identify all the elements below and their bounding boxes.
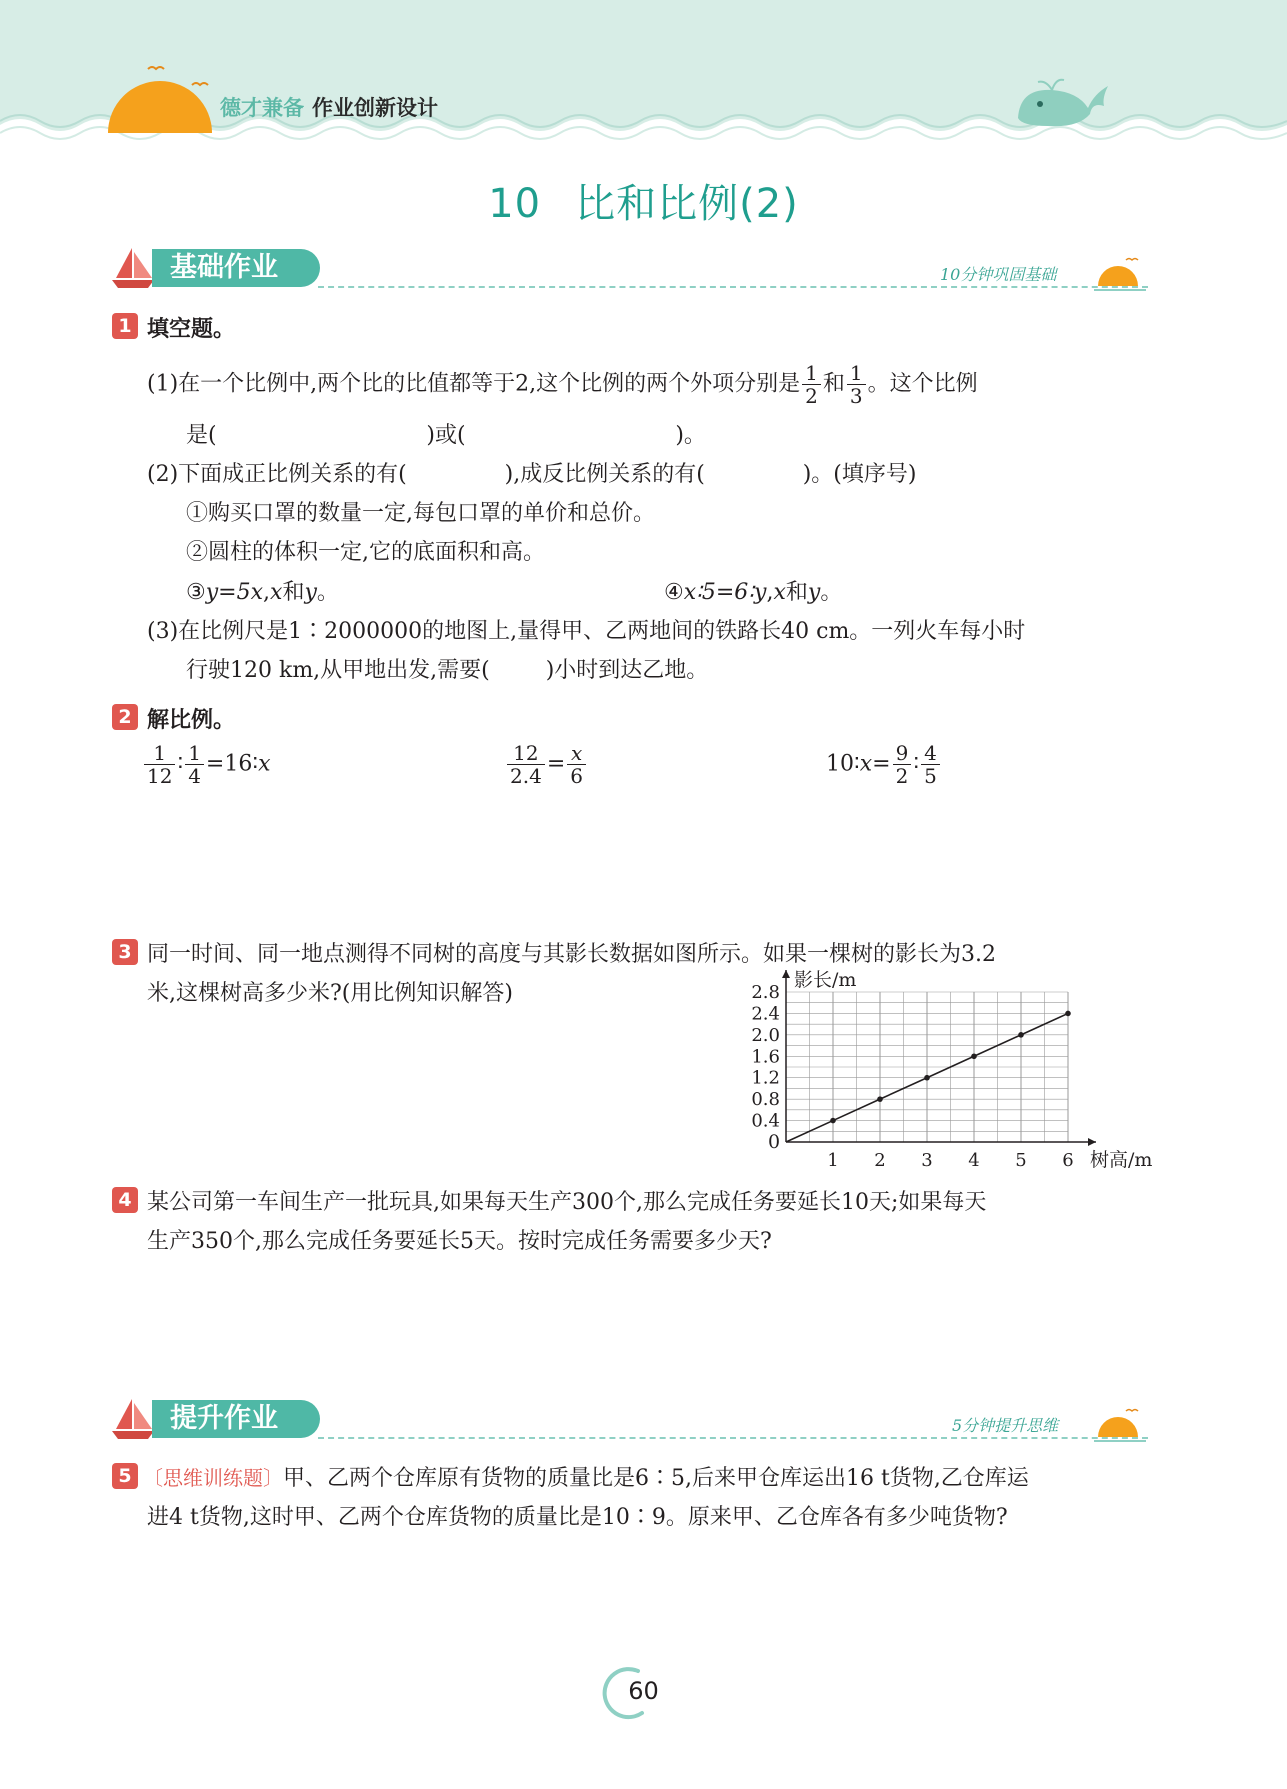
q5-line1-text: 甲、乙两个仓库原有货物的质量比是6∶5,后来甲仓库运出16 t货物,乙仓库运 [283,1466,1029,1491]
item-equation: y=5x [205,580,264,605]
whale-icon [1012,68,1112,130]
fraction [893,742,912,787]
fraction-numerator: 9 [893,742,912,765]
section-basic-label: 基础作业 [152,249,320,287]
q2-title: 解比例。 [147,708,236,733]
q3-number-badge: 3 [112,939,138,965]
page-number: 60 [628,1677,659,1705]
item-end: 。 [820,580,843,605]
equals-sign: = [546,751,566,777]
item-comma: , [766,580,774,605]
q1-part1-line1 [147,362,978,407]
q1-part3-line1: (3)在比例尺是1∶2000000的地图上,量得甲、乙两地间的铁路长40 cm。一列火车每小时 [147,619,1026,644]
q5-number-badge: 5 [112,1463,138,1489]
item-end: 。 [316,580,339,605]
lesson-number: 10 [488,181,542,227]
sun-icon [100,55,220,135]
q1-part1-text-b: 。这个比例 [867,371,978,397]
item-var-y: y [304,580,317,605]
q1-part3-line2[interactable]: 行驶120 km,从甲地出发,需要( )小时到达乙地。 [186,658,709,683]
item-var-x: x [773,580,786,605]
y-tick-label: 2.4 [751,1003,780,1025]
data-point [830,1118,836,1124]
data-point [1018,1032,1024,1038]
page-title [0,172,1287,229]
x-tick-label: 2 [874,1150,886,1171]
fraction-denominator: 2 [805,384,818,408]
brand-title [220,92,438,122]
q5-thinking-tag: 〔思维训练题〕 [143,1466,283,1490]
equation-variable: x [258,751,271,777]
sailboat-icon [110,1395,156,1441]
x-tick-label: 3 [921,1150,933,1171]
fraction [185,742,204,787]
q1-part1-answer-blanks[interactable]: 是( )或( )。 [186,423,706,448]
y-tick-label: 1.6 [751,1046,780,1068]
fraction [144,742,175,787]
q1-part1-fraction-1 [802,362,821,407]
q5-line2: 进4 t货物,这时甲、乙两个仓库货物的质量比是10∶9。原来甲、乙仓库各有多少吨货物? [147,1505,1008,1530]
x-tick-label: 6 [1062,1150,1074,1171]
q1-part1-text-a: (1)在一个比例中,两个比的比值都等于2,这个比例的两个外项分别是 [147,371,801,397]
chart-y-axis-label: 影长/m [794,969,857,991]
q3-line1: 同一时间、同一地点测得不同树的高度与其影长数据如图所示。如果一棵树的影长为3.2 [147,942,996,967]
item-marker: ④ [664,580,684,605]
fraction-numerator: x [567,742,586,765]
equation-rest: =16∶ [205,751,259,777]
q2-number-badge: 2 [112,704,138,730]
q4-line1: 某公司第一车间生产一批玩具,如果每天生产300个,那么完成任务要延长10天;如果每天 [147,1190,987,1215]
q1-part1-fraction-2 [847,362,866,407]
fraction-denominator: 12 [147,764,173,788]
fraction-numerator: 1 [802,362,821,385]
q1-part2-item4 [664,575,842,606]
fraction-numerator: 12 [507,742,545,765]
q1-part2-line1[interactable]: (2)下面成正比例关系的有( ),成反比例关系的有( )。(填序号) [147,462,917,487]
data-point [877,1096,883,1102]
section-advanced-label: 提升作业 [152,1400,320,1438]
q2-equation-2 [505,742,588,787]
chart-x-axis-label: 树高/m [1090,1149,1153,1171]
fraction [567,742,586,787]
fraction [507,742,545,787]
brand-part-a: 德才兼备 [220,96,304,120]
item-marker: ③ [186,580,206,605]
brand-part-b: 作业创新设计 [312,96,438,120]
y-tick-label: 2.0 [751,1024,780,1046]
fraction-denominator: 6 [570,764,583,788]
y-tick-label: 2.8 [751,982,780,1003]
ratio-colon: ∶ [913,751,920,777]
sailboat-icon [110,244,156,290]
ratio-colon: ∶ [177,751,184,777]
q2-equation-1 [142,742,271,787]
x-tick-label: 5 [1015,1150,1027,1171]
q1-title: 填空题。 [147,317,236,342]
chart-series [786,1011,1071,1142]
fraction-numerator: 1 [847,362,866,385]
item-var-y: y [807,580,821,605]
item-and: 和 [282,580,305,605]
equals-sign: = [872,751,891,777]
data-point [971,1053,977,1059]
equation-lhs: 10∶ [826,751,860,777]
section-basic-tag: 10分钟巩固基础 [940,265,1057,284]
x-axis-arrow [1088,1138,1096,1146]
small-sun-icon [1092,254,1148,296]
q4-line2: 生产350个,那么完成任务要延长5天。按时完成任务需要多少天? [147,1229,772,1254]
y-tick-label: 0.8 [751,1089,780,1111]
x-tick-label: 4 [968,1150,980,1171]
chart-grid [786,992,1068,1142]
fraction-numerator: 1 [144,742,175,765]
item-var-x: x [270,580,283,605]
item-equation: x∶5=6∶y [683,580,767,605]
small-sun-icon [1092,1405,1148,1447]
section-basic-divider [318,286,1148,288]
section-advanced-tag: 5分钟提升思维 [952,1416,1059,1435]
fraction [921,742,940,787]
fraction-denominator: 5 [924,764,937,788]
q1-part1-and: 和 [822,371,845,397]
q1-number-badge: 1 [112,313,138,339]
fraction-denominator: 3 [849,384,863,408]
lesson-name: 比和比例(2) [575,181,799,227]
equation-variable: x [859,751,873,777]
y-tick-label: 0.4 [751,1110,780,1132]
q3-line2: 米,这棵树高多少米?(用比例知识解答) [147,981,513,1006]
chart-origin-label: 0 [768,1131,781,1153]
fraction-numerator: 1 [185,742,204,765]
data-point [1065,1011,1071,1017]
q1-part2-item1: ①购买口罩的数量一定,每包口罩的单价和总价。 [186,501,655,526]
fraction-denominator: 4 [188,764,201,788]
shadow-height-chart [720,960,1160,1175]
fraction-denominator: 2 [895,764,909,788]
section-advanced-divider [318,1437,1148,1439]
y-tick-label: 1.2 [751,1067,780,1089]
item-comma: , [263,580,271,605]
y-axis-arrow [782,970,790,978]
fraction-numerator: 4 [921,742,940,765]
fraction-denominator: 2.4 [510,764,542,788]
q5-line1 [143,1461,1029,1492]
chart-axes [782,970,1096,1146]
x-tick-label: 1 [827,1150,839,1171]
data-point [924,1075,930,1081]
item-and: 和 [785,580,808,605]
q1-part2-item2: ②圆柱的体积一定,它的底面积和高。 [186,540,545,565]
q1-part2-item3 [186,575,339,606]
q4-number-badge: 4 [112,1187,138,1213]
q2-equation-3 [826,742,942,787]
